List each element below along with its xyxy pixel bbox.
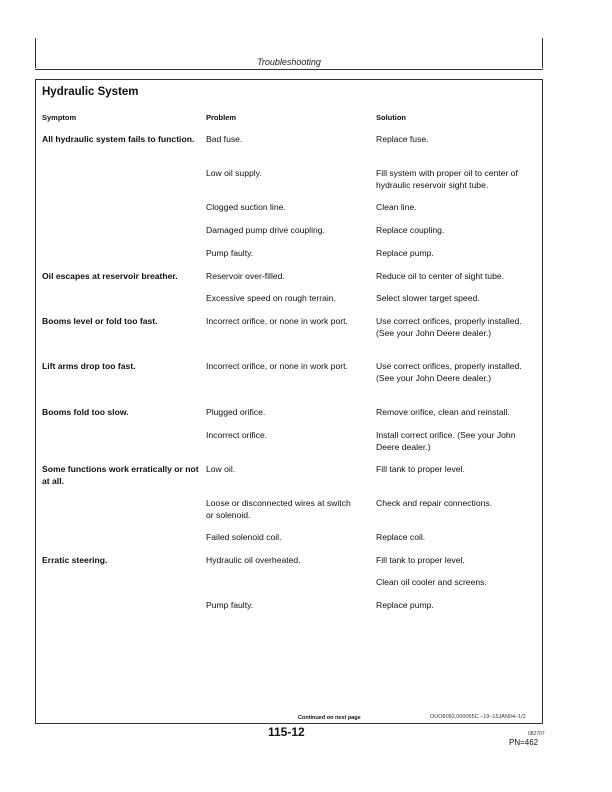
row-1-solution: Replace fuse.	[376, 134, 429, 144]
row-6-solution: Reduce oil to center of sight tube.	[376, 271, 505, 281]
row-8-problem: Incorrect orifice, or none in work port.	[206, 316, 348, 326]
row-2-solution: Fill system with proper oil to center of hydraulic reservoir sight tube.	[376, 168, 518, 190]
row-17-problem: Pump faulty.	[206, 600, 254, 610]
row-6-symptom: Oil escapes at reservoir breather.	[42, 271, 178, 281]
row-17-solution: Replace pump.	[376, 600, 434, 610]
row-9-problem: Incorrect orifice, or none in work port.	[206, 361, 348, 371]
row-16-solution: Clean oil cooler and screens.	[376, 577, 487, 587]
row-15-symptom: Erratic steering.	[42, 555, 108, 565]
row-11-solution: Install correct orifice. (See your John Deere dealer.)	[376, 430, 516, 452]
page-number: 115-12	[268, 725, 305, 739]
row-15-solution: Fill tank to proper level.	[376, 555, 465, 565]
column-header-solution: Solution	[376, 113, 406, 122]
row-10-solution: Remove orifice, clean and reinstall.	[376, 407, 510, 417]
row-7-solution: Select slower target speed.	[376, 293, 480, 303]
column-header-symptom: Symptom	[42, 113, 77, 122]
row-1-symptom: All hydraulic system fails to function.	[42, 134, 195, 144]
row-10-symptom: Booms fold too slow.	[42, 407, 129, 417]
row-14-problem: Failed solenoid coil.	[206, 532, 282, 542]
page-header-title: Troubleshooting	[257, 57, 321, 67]
row-13-solution: Check and repair connections.	[376, 498, 493, 508]
column-header-problem: Problem	[206, 113, 237, 122]
row-4-problem: Damaged pump drive coupling.	[206, 225, 325, 235]
row-5-solution: Replace pump.	[376, 248, 434, 258]
row-3-problem: Clogged suction line.	[206, 202, 286, 212]
row-12-problem: Low oil.	[206, 464, 236, 474]
section-title: Hydraulic System	[42, 86, 139, 98]
row-1-problem: Bad fuse.	[206, 134, 243, 144]
row-13-problem: Loose or disconnected wires at switch or solenoid.	[206, 498, 351, 520]
row-14-solution: Replace coil.	[376, 532, 426, 542]
row-4-solution: Replace coupling.	[376, 225, 445, 235]
row-8-solution: Use correct orifices, properly installed. (See your John Deere dealer.)	[376, 316, 522, 338]
row-10-problem: Plugged orifice.	[206, 407, 266, 417]
document-reference: OUO6092,000055C –19–15JAN04–1/2	[430, 714, 526, 720]
row-12-symptom: Some functions work erratically or not at all.	[42, 464, 199, 486]
row-8-symptom: Booms level or fold too fast.	[42, 316, 158, 326]
row-5-problem: Pump faulty.	[206, 248, 254, 258]
row-12-solution: Fill tank to proper level.	[376, 464, 465, 474]
row-6-problem: Reservoir over-filled.	[206, 271, 285, 281]
row-11-problem: Incorrect orifice.	[206, 430, 268, 440]
row-15-problem: Hydraulic oil overheated.	[206, 555, 301, 565]
continued-note: Continued on next page	[298, 715, 361, 721]
date-code: 082707	[528, 731, 545, 737]
row-9-solution: Use correct orifices, properly installed. (See your John Deere dealer.)	[376, 361, 522, 383]
part-number: PN=462	[509, 738, 539, 747]
row-3-solution: Clean line.	[376, 202, 417, 212]
row-2-problem: Low oil supply.	[206, 168, 262, 178]
row-7-problem: Excessive speed on rough terrain.	[206, 293, 336, 303]
row-9-symptom: Lift arms drop too fast.	[42, 361, 136, 371]
